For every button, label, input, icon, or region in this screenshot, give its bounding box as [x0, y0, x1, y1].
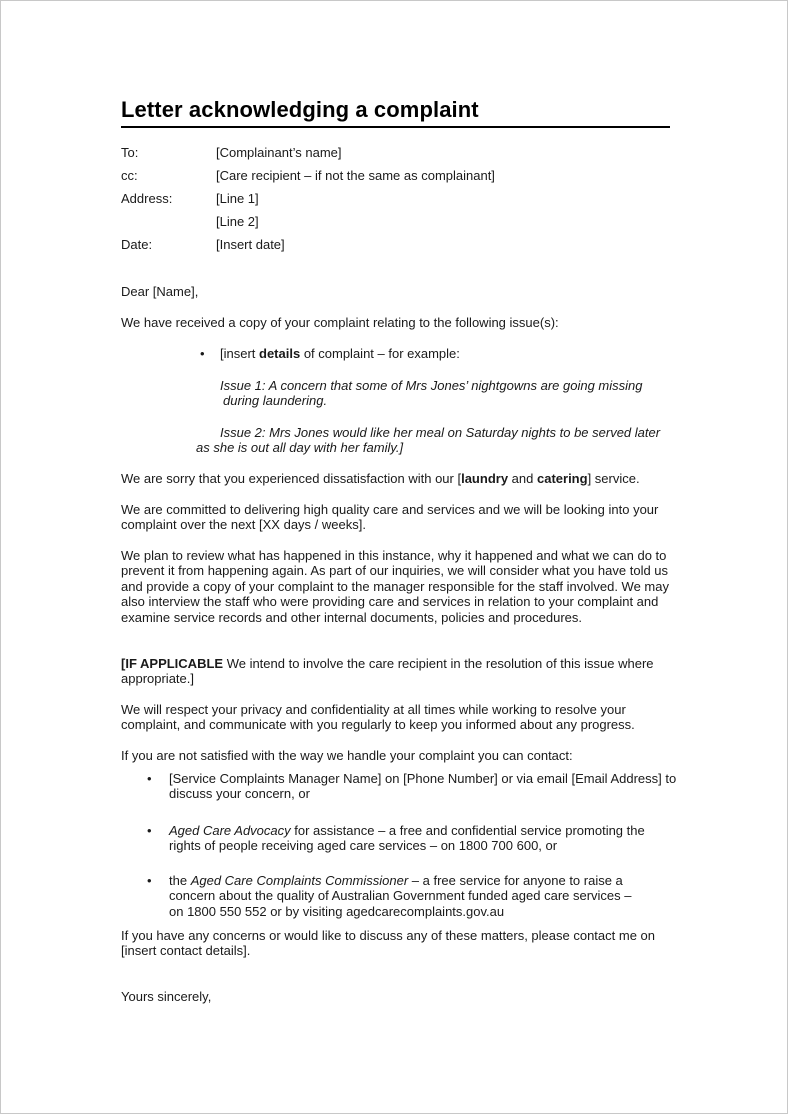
to-value: [Complainant’s name]	[216, 145, 342, 160]
contact-item-2: Aged Care Advocacy for assistance – a free and confidential service promoting the rights of people receiving aged care services – on 1800 700 600, or	[169, 823, 645, 854]
contact-intro: If you are not satisfied with the way we handle your complaint you can contact:	[121, 748, 573, 763]
privacy-paragraph: We will respect your privacy and confidentiality at all times while working to resolve your complaint, and communicate with you regularly to keep you informed about any progress.	[121, 702, 635, 733]
signoff: Yours sincerely,	[121, 989, 212, 1004]
applicable-paragraph: [IF APPLICABLE We intend to involve the care recipient in the resolution of this issue where appropriate.]	[121, 656, 654, 687]
closing-paragraph: If you have any concerns or would like to discuss any of these matters, please contact me on [insert contact details].	[121, 928, 656, 959]
page-title: Letter acknowledging a complaint	[121, 97, 479, 122]
issue-bullet: •	[200, 346, 205, 361]
contact-bullet-1: •	[147, 771, 152, 786]
date-label: Date:	[121, 237, 153, 252]
intro-paragraph: We have received a copy of your complaint relating to the following issue(s):	[121, 315, 559, 330]
sorry-paragraph: We are sorry that you experienced dissatisfaction with our [laundry and catering] service.	[121, 471, 640, 486]
contact-bullet-3: •	[147, 873, 152, 888]
cc-label: cc:	[121, 168, 138, 183]
date-value: [Insert date]	[216, 237, 285, 252]
issue1-line1: Issue 1: A concern that some of Mrs Jones’ nightgowns are going missing	[220, 378, 643, 393]
issue1-line2: during laundering.	[223, 393, 328, 408]
issue2-line1: Issue 2: Mrs Jones would like her meal on Saturday nights to be served later	[220, 425, 661, 440]
address-line2: [Line 2]	[216, 214, 259, 229]
title-rule	[121, 126, 670, 128]
address-label: Address:	[121, 191, 173, 206]
committed-paragraph: We are committed to delivering high quality care and services and we will be looking into your complaint over the next [XX days / weeks].	[121, 502, 659, 533]
contact-item-3-line3: on 1800 550 552 or by visiting agedcarecomplaints.gov.au	[169, 904, 505, 919]
salutation: Dear [Name],	[121, 284, 199, 299]
to-label: To:	[121, 145, 139, 160]
issue2-line2: as she is out all day with her family.]	[196, 440, 404, 455]
address-line1: [Line 1]	[216, 191, 259, 206]
plan-paragraph: We plan to review what has happened in this instance, why it happened and what we can do to prevent it from happening again. As part of our inquiries, we will consider what you have told us and provide a copy of your complaint to the manager responsible for the staff involved. We may also interview the staff who were providing care and services in relation to your complaint and examine service records and other internal documents, policies and procedures.	[121, 548, 669, 625]
contact-item-3: the Aged Care Complaints Commissioner – a free service for anyone to raise a concern about the quality of Australian Government funded aged care services –	[169, 873, 632, 904]
contact-bullet-2: •	[147, 823, 152, 838]
contact-item-1: [Service Complaints Manager Name] on [Phone Number] or via email [Email Address] to discuss your concern, or	[169, 771, 677, 802]
cc-value: [Care recipient – if not the same as complainant]	[216, 168, 495, 183]
issue-lead: [insert details of complaint – for example:	[220, 346, 460, 361]
